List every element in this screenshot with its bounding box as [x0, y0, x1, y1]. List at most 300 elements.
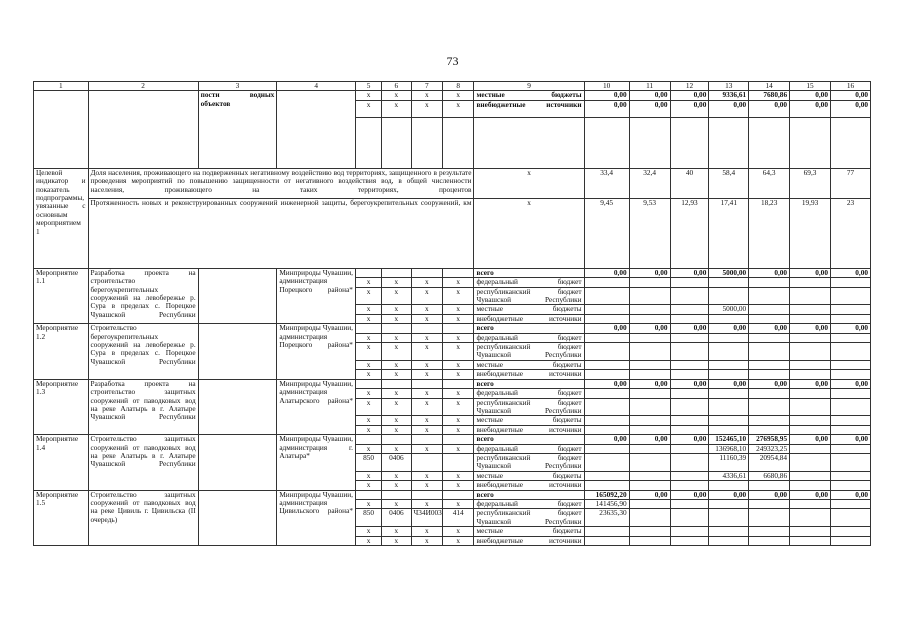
value-cell	[790, 398, 831, 416]
value-cell: 0,00	[629, 490, 670, 499]
value-cell	[830, 389, 870, 398]
value-cell	[830, 499, 870, 508]
funding-source: федеральный бюджет	[474, 499, 584, 508]
value-cell: 6680,86	[749, 471, 790, 480]
code-cell: x	[411, 471, 442, 480]
table-row	[34, 379, 871, 388]
empty-cell	[749, 117, 790, 168]
value-cell	[830, 471, 870, 480]
funding-source: местные бюджеты	[474, 91, 584, 100]
table-row	[34, 324, 871, 333]
code-cell: Ч34И003	[411, 509, 442, 527]
value-cell	[830, 536, 870, 545]
code-cell: x	[382, 360, 411, 369]
value-cell: 5000,00	[709, 268, 749, 277]
responsible-executor: Минприроды Чувашии, администрация Порецкого района*	[277, 324, 356, 379]
funding-source: всего	[474, 379, 584, 388]
measure-name: Строительство берегоукрепительных сооружений на левобережье р. Сура в пределах с. Порецкое Чувашской Республики	[88, 324, 198, 379]
code-cell: x	[355, 278, 381, 287]
value-cell	[830, 287, 870, 305]
code-cell: x	[411, 444, 442, 453]
code-cell: x	[355, 398, 381, 416]
responsible-executor: Минприроды Чувашии, администрация Алатырского района*	[277, 379, 356, 434]
code-cell: x	[411, 278, 442, 287]
value-cell: 0,00	[629, 100, 670, 117]
value-cell	[749, 278, 790, 287]
value-cell	[629, 314, 670, 323]
value-cell	[670, 536, 709, 545]
code-cell: x	[443, 481, 474, 490]
value-cell	[709, 527, 749, 536]
value-cell: 0,00	[670, 100, 709, 117]
value-cell: 0,00	[584, 268, 629, 277]
value-cell	[584, 360, 629, 369]
code-cell: x	[443, 314, 474, 323]
value-cell: 0,00	[709, 100, 749, 117]
code-cell	[443, 268, 474, 277]
code-cell: x	[443, 278, 474, 287]
funding-source: федеральный бюджет	[474, 278, 584, 287]
responsible-executor: Минприроды Чувашии, администрация г. Алатыра*	[277, 435, 356, 490]
code-cell: x	[382, 389, 411, 398]
empty-cell	[198, 379, 277, 434]
value-cell	[670, 444, 709, 453]
code-cell: x	[411, 389, 442, 398]
value-cell	[830, 314, 870, 323]
empty-cell	[198, 435, 277, 490]
measure-label: Мероприятие 1.5	[34, 490, 89, 545]
code-cell: x	[411, 343, 442, 361]
value-cell	[830, 370, 870, 379]
value-cell	[790, 527, 831, 536]
value-cell	[584, 416, 629, 425]
value-cell: 23635,30	[584, 509, 629, 527]
empty-cell	[443, 117, 474, 168]
value-cell	[830, 360, 870, 369]
column-number: 13	[709, 82, 749, 91]
measure-name: Строительство защитных сооружений от паводковых вод на реке Алатырь в г. Алатыре Чувашской Республики	[88, 435, 198, 490]
code-cell: x	[443, 444, 474, 453]
value-cell	[749, 370, 790, 379]
value-cell	[670, 509, 709, 527]
code-cell: x	[382, 471, 411, 480]
column-number: 6	[382, 82, 411, 91]
code-cell	[411, 379, 442, 388]
code-cell: x	[355, 287, 381, 305]
value-cell: 0,00	[629, 91, 670, 100]
column-number: 14	[749, 82, 790, 91]
value-cell	[749, 287, 790, 305]
column-number: 5	[355, 82, 381, 91]
code-cell: x	[355, 100, 381, 117]
value-cell	[790, 278, 831, 287]
value-cell	[790, 444, 831, 453]
code-cell: x	[382, 305, 411, 314]
value-cell	[749, 305, 790, 314]
value-cell	[709, 287, 749, 305]
value-cell: 0,00	[790, 490, 831, 499]
value-cell: 141456,90	[584, 499, 629, 508]
code-cell	[355, 379, 381, 388]
funding-source: республиканский бюджет Чувашской Республики	[474, 287, 584, 305]
indicator-x: x	[474, 168, 584, 198]
indicator-value: 9,53	[629, 198, 670, 268]
value-cell	[830, 425, 870, 434]
code-cell: x	[355, 416, 381, 425]
value-cell	[670, 398, 709, 416]
code-cell	[355, 435, 381, 444]
value-cell: 0,00	[790, 379, 831, 388]
empty-cell	[88, 91, 198, 168]
value-cell	[790, 360, 831, 369]
funding-source: всего	[474, 324, 584, 333]
value-cell	[749, 314, 790, 323]
measure-name: Разработка проекта на строительство берегоукрепительных сооружений на левобережье р. Сура в пределах с. Порецкое Чувашской Республики	[88, 268, 198, 323]
value-cell: 0,00	[830, 324, 870, 333]
value-cell	[584, 305, 629, 314]
value-cell	[749, 416, 790, 425]
value-cell	[749, 389, 790, 398]
value-cell: 0,00	[670, 379, 709, 388]
empty-cell	[709, 117, 749, 168]
value-cell: 0,00	[749, 490, 790, 499]
value-cell	[584, 398, 629, 416]
value-cell: 0,00	[790, 100, 831, 117]
column-number: 3	[198, 82, 277, 91]
code-cell: x	[382, 278, 411, 287]
indicator-value: 69,3	[790, 168, 831, 198]
value-cell	[749, 425, 790, 434]
code-cell: x	[443, 287, 474, 305]
value-cell	[584, 370, 629, 379]
value-cell	[629, 398, 670, 416]
value-cell	[670, 453, 709, 471]
funding-source: внебюджетные источники	[474, 100, 584, 117]
empty-cell	[34, 91, 89, 168]
code-cell: x	[411, 287, 442, 305]
column-number: 10	[584, 82, 629, 91]
value-cell	[670, 343, 709, 361]
code-cell	[411, 268, 442, 277]
funding-source: республиканский бюджет Чувашской Республики	[474, 453, 584, 471]
code-cell: x	[411, 314, 442, 323]
value-cell: 0,00	[790, 435, 831, 444]
code-cell	[382, 490, 411, 499]
funding-source: внебюджетные источники	[474, 370, 584, 379]
value-cell	[830, 278, 870, 287]
code-cell: x	[355, 444, 381, 453]
code-cell: x	[382, 536, 411, 545]
funding-source: республиканский бюджет Чувашской Республики	[474, 343, 584, 361]
target-indicator-label: Целевой индикатор и показатель подпрограммы, увязанные с основным мероприятием 1	[34, 168, 89, 268]
measure-label: Мероприятие 1.1	[34, 268, 89, 323]
code-cell: x	[355, 360, 381, 369]
value-cell: 0,00	[749, 324, 790, 333]
value-cell	[790, 389, 831, 398]
code-cell: x	[411, 481, 442, 490]
value-cell	[670, 287, 709, 305]
value-cell	[584, 333, 629, 342]
indicator-value: 18,23	[749, 198, 790, 268]
code-cell: x	[382, 343, 411, 361]
value-cell	[790, 416, 831, 425]
funding-source: всего	[474, 490, 584, 499]
value-cell	[709, 314, 749, 323]
indicator-text: Доля населения, проживающего на подверженных негативному воздействию вод территориях, защищенного в результате проведения мероприятий по повышению защищенности от негативного воздействия вод, в общей численности населения, проживающего на таких территориях, процентов	[88, 168, 474, 198]
value-cell	[670, 499, 709, 508]
indicator-value: 40	[670, 168, 709, 198]
funding-source: федеральный бюджет	[474, 444, 584, 453]
measure-label: Мероприятие 1.3	[34, 379, 89, 434]
indicator-value: 23	[830, 198, 870, 268]
value-cell: 0,00	[830, 91, 870, 100]
value-cell: 0,00	[790, 324, 831, 333]
indicator-value: 12,93	[670, 198, 709, 268]
funding-source: внебюджетные источники	[474, 314, 584, 323]
value-cell	[790, 305, 831, 314]
value-cell: 0,00	[830, 100, 870, 117]
value-cell	[830, 305, 870, 314]
value-cell: 4336,61	[709, 471, 749, 480]
code-cell: x	[443, 416, 474, 425]
value-cell: 0,00	[629, 324, 670, 333]
value-cell: 0,00	[584, 324, 629, 333]
code-cell: x	[382, 398, 411, 416]
column-number: 15	[790, 82, 831, 91]
funding-source: внебюджетные источники	[474, 536, 584, 545]
empty-cell	[474, 117, 584, 168]
value-cell	[709, 370, 749, 379]
table-row	[34, 91, 871, 100]
value-cell	[629, 527, 670, 536]
value-cell	[670, 416, 709, 425]
code-cell: x	[443, 471, 474, 480]
code-cell: x	[355, 527, 381, 536]
value-cell	[790, 425, 831, 434]
value-cell	[709, 398, 749, 416]
value-cell	[790, 343, 831, 361]
value-cell: 0,00	[830, 379, 870, 388]
value-cell: 152465,10	[709, 435, 749, 444]
code-cell: x	[382, 287, 411, 305]
value-cell	[790, 509, 831, 527]
column-number: 12	[670, 82, 709, 91]
value-cell	[670, 333, 709, 342]
indicator-value: 77	[830, 168, 870, 198]
value-cell	[629, 481, 670, 490]
value-cell	[670, 527, 709, 536]
code-cell: x	[443, 425, 474, 434]
column-number: 16	[830, 82, 870, 91]
code-cell: x	[443, 499, 474, 508]
value-cell: 0,00	[670, 324, 709, 333]
value-cell	[584, 314, 629, 323]
column-number: 7	[411, 82, 442, 91]
value-cell: 0,00	[709, 379, 749, 388]
measure-label: Мероприятие 1.2	[34, 324, 89, 379]
table-row	[34, 168, 871, 198]
measure-name: Строительство защитных сооружений от паводковых вод на реке Цивиль г. Цивильска (II очередь)	[88, 490, 198, 545]
value-cell: 0,00	[584, 91, 629, 100]
value-cell	[670, 389, 709, 398]
value-cell	[709, 389, 749, 398]
value-cell	[749, 360, 790, 369]
value-cell: 0,00	[749, 268, 790, 277]
value-cell: 0,00	[584, 100, 629, 117]
code-cell: x	[355, 389, 381, 398]
value-cell	[584, 389, 629, 398]
value-cell: 9336,61	[709, 91, 749, 100]
indicator-value: 19,93	[790, 198, 831, 268]
value-cell: 276958,95	[749, 435, 790, 444]
value-cell: 0,00	[830, 268, 870, 277]
value-cell	[709, 360, 749, 369]
code-cell: x	[443, 536, 474, 545]
value-cell	[830, 453, 870, 471]
value-cell: 0,00	[584, 435, 629, 444]
code-cell: x	[411, 100, 442, 117]
table-row	[34, 198, 871, 268]
indicator-text: Протяженность новых и реконструированных сооружений инженерной защиты, берегоукрепительных сооружений, км	[88, 198, 474, 268]
code-cell: x	[411, 416, 442, 425]
value-cell	[584, 425, 629, 434]
value-cell	[830, 481, 870, 490]
value-cell	[629, 360, 670, 369]
code-cell: x	[443, 360, 474, 369]
code-cell: x	[382, 370, 411, 379]
empty-cell	[830, 117, 870, 168]
value-cell: 0,00	[629, 379, 670, 388]
value-cell	[749, 343, 790, 361]
code-cell: x	[443, 527, 474, 536]
value-cell	[629, 416, 670, 425]
value-cell	[629, 425, 670, 434]
value-cell	[830, 444, 870, 453]
value-cell	[584, 481, 629, 490]
funding-source: местные бюджеты	[474, 527, 584, 536]
value-cell	[749, 333, 790, 342]
value-cell	[629, 444, 670, 453]
table-row	[34, 82, 871, 91]
code-cell: x	[443, 91, 474, 100]
table-row	[34, 268, 871, 277]
value-cell	[584, 453, 629, 471]
value-cell	[790, 499, 831, 508]
value-cell	[790, 481, 831, 490]
value-cell	[790, 287, 831, 305]
code-cell	[382, 324, 411, 333]
code-cell: x	[443, 370, 474, 379]
code-cell: x	[382, 527, 411, 536]
value-cell: 0,00	[790, 91, 831, 100]
value-cell	[830, 343, 870, 361]
code-cell: x	[355, 425, 381, 434]
funding-source: федеральный бюджет	[474, 333, 584, 342]
code-cell	[411, 435, 442, 444]
value-cell: 136968,10	[709, 444, 749, 453]
value-cell	[670, 481, 709, 490]
code-cell: x	[355, 91, 381, 100]
code-cell: 0406	[382, 453, 411, 471]
financing-table	[33, 81, 871, 546]
code-cell: x	[411, 499, 442, 508]
code-cell: x	[382, 91, 411, 100]
value-cell	[670, 360, 709, 369]
indicator-x: x	[474, 198, 584, 268]
value-cell: 5000,00	[709, 305, 749, 314]
code-cell	[443, 490, 474, 499]
column-number: 9	[474, 82, 584, 91]
code-cell: x	[382, 314, 411, 323]
code-cell	[443, 324, 474, 333]
value-cell: 0,00	[790, 268, 831, 277]
value-cell: 0,00	[584, 379, 629, 388]
code-cell	[382, 268, 411, 277]
value-cell: 0,00	[749, 379, 790, 388]
value-cell	[749, 481, 790, 490]
code-cell: 0406	[382, 509, 411, 527]
value-cell	[830, 398, 870, 416]
value-cell	[790, 453, 831, 471]
code-cell	[443, 435, 474, 444]
code-cell	[411, 324, 442, 333]
code-cell: x	[355, 370, 381, 379]
measure-name-continued: пости водных объектов	[198, 91, 277, 168]
value-cell	[709, 343, 749, 361]
value-cell: 20954,84	[749, 453, 790, 471]
value-cell	[790, 536, 831, 545]
code-cell: x	[443, 305, 474, 314]
value-cell: 0,00	[670, 435, 709, 444]
column-number: 11	[629, 82, 670, 91]
empty-cell	[198, 324, 277, 379]
code-cell	[411, 490, 442, 499]
empty-cell	[382, 117, 411, 168]
value-cell	[629, 536, 670, 545]
value-cell	[709, 425, 749, 434]
code-cell: x	[382, 416, 411, 425]
column-number: 1	[34, 82, 89, 91]
value-cell	[584, 278, 629, 287]
code-cell	[382, 379, 411, 388]
indicator-value: 33,4	[584, 168, 629, 198]
indicator-value: 64,3	[749, 168, 790, 198]
value-cell: 0,00	[629, 268, 670, 277]
value-cell: 11160,39	[709, 453, 749, 471]
value-cell: 7680,86	[749, 91, 790, 100]
value-cell	[629, 333, 670, 342]
code-cell: 850	[355, 453, 381, 471]
indicator-value: 58,4	[709, 168, 749, 198]
column-number: 8	[443, 82, 474, 91]
value-cell	[709, 278, 749, 287]
code-cell	[411, 453, 442, 471]
value-cell	[584, 343, 629, 361]
empty-cell	[629, 117, 670, 168]
value-cell: 0,00	[709, 324, 749, 333]
funding-source: внебюджетные источники	[474, 425, 584, 434]
empty-cell	[198, 268, 277, 323]
code-cell: x	[382, 444, 411, 453]
value-cell	[629, 509, 670, 527]
code-cell: x	[411, 536, 442, 545]
code-cell: x	[355, 314, 381, 323]
indicator-value: 9,45	[584, 198, 629, 268]
code-cell	[443, 379, 474, 388]
code-cell: x	[355, 471, 381, 480]
funding-source: местные бюджеты	[474, 416, 584, 425]
funding-source: местные бюджеты	[474, 305, 584, 314]
